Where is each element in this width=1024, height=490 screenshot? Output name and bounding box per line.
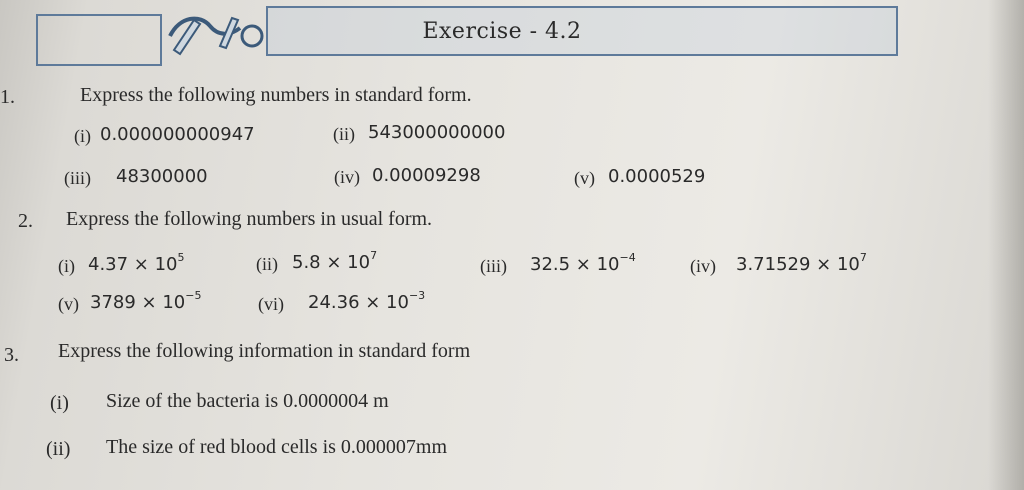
q2-item-v-exponent: −5 [185,289,202,302]
question-1-number: 1. [0,86,15,108]
q1-item-iv-label: (iv) [334,167,360,187]
q2-item-ii-label: (ii) [256,254,278,274]
q1-item-i-value: 0.000000000947 [100,124,255,145]
q2-item-ii-base: 5.8 × 10 [292,252,371,273]
title-banner [266,6,898,56]
q2-item-iv-expr [736,251,867,275]
question-3-number: 3. [4,344,19,366]
question-2-number: 2. [18,210,33,232]
page-title: Exercise - 4.2 [422,18,582,44]
q2-item-iv-label: (iv) [690,256,716,276]
question-1-text: Express the following numbers in standard form. [80,84,472,106]
q1-item-v-label: (v) [574,168,595,188]
q2-item-vi-exponent: −3 [408,289,426,302]
q3-item-i-value: Size of the bacteria is 0.0000004 m [106,390,389,412]
decorative-box [36,14,162,66]
q1-item-iv-value: 0.00009298 [372,165,481,186]
q2-item-vi-base: 24.36 × 10 [308,292,409,313]
q2-item-iii-label: (iii) [480,256,507,276]
q2-item-iv-exponent: 7 [859,251,867,264]
q1-item-i-label: (i) [74,126,91,146]
question-3-text: Express the following information in standard form [58,340,471,362]
q2-item-i-expr [88,251,185,275]
q2-item-ii-exponent: 7 [370,249,378,262]
q2-item-iv-base: 3.71529 × 10 [736,254,860,275]
q2-item-v-base: 3789 × 10 [90,292,186,313]
page-shadow-edge [988,0,1024,490]
q2-item-vi-expr [308,289,426,313]
q1-item-ii-label: (ii) [333,124,355,144]
q2-item-iii-expr [530,251,636,275]
q2-item-v-expr [90,289,202,313]
q3-item-ii-value: The size of red blood cells is 0.000007mm [106,436,448,458]
q2-item-i-base: 4.37 × 10 [88,254,178,275]
q2-item-v-label: (v) [58,294,79,314]
q1-item-iii-value: 48300000 [116,166,208,187]
q3-item-ii-label: (ii) [46,438,71,460]
question-2-text: Express the following numbers in usual form. [66,208,433,230]
q1-item-iii-label: (iii) [64,168,91,188]
q3-item-i-label: (i) [50,392,69,414]
q2-item-i-exponent: 5 [177,251,185,264]
q2-item-ii-expr [292,249,378,273]
q2-item-i-label: (i) [58,256,75,276]
q2-item-iii-exponent: −4 [619,251,636,264]
q2-item-vi-label: (vi) [258,294,284,314]
pencil-logo-icon [160,6,270,62]
q1-item-v-value: 0.0000529 [608,166,706,187]
q1-item-ii-value: 543000000000 [368,122,506,143]
q2-item-iii-base: 32.5 × 10 [530,254,620,275]
